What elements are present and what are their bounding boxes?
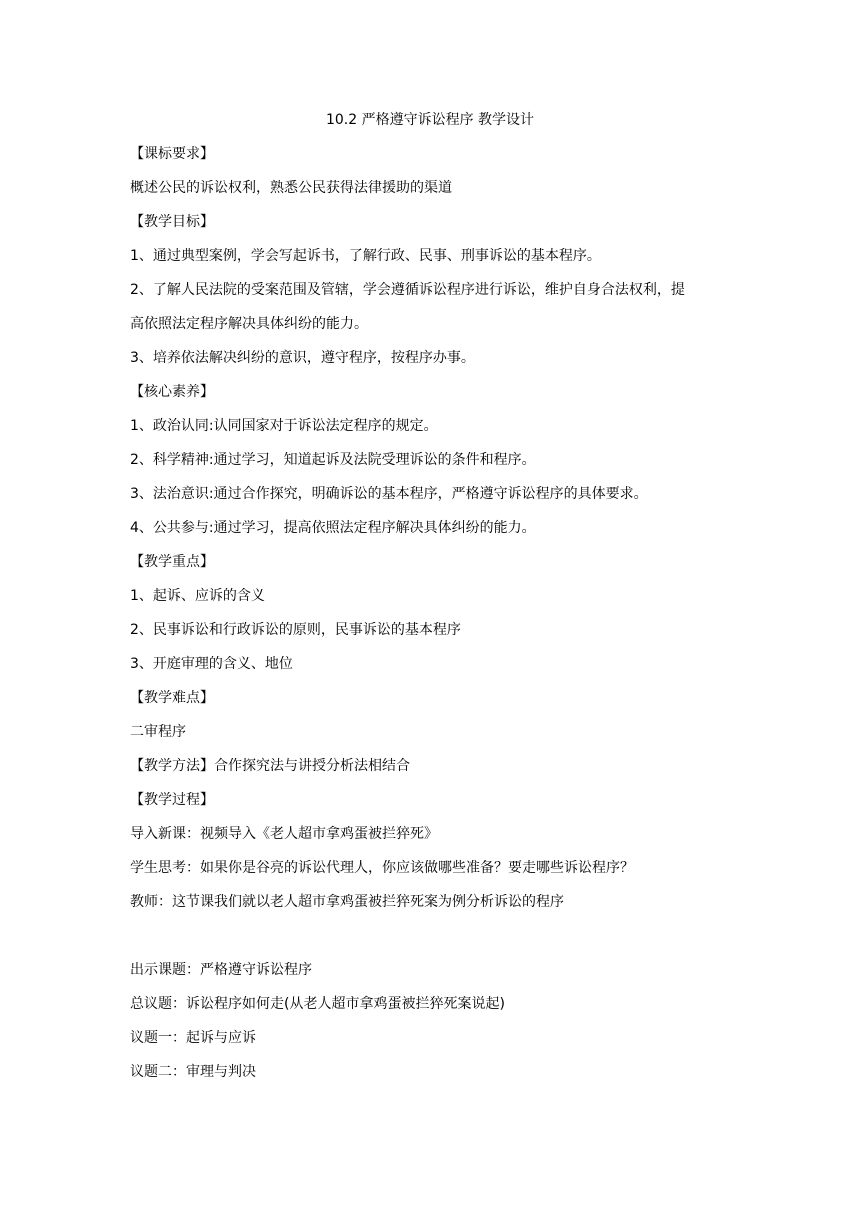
objective-item-1: 1、通过典型案例，学会写起诉书，了解行政、民事、刑事诉讼的基本程序。 bbox=[130, 248, 601, 264]
topic-title-line: 出示课题：严格遵守诉讼程序 bbox=[130, 962, 312, 978]
objective-item-2-line-1: 2、了解人民法院的受案范围及管辖，学会遵循诉讼程序进行诉讼，维护自身合法权利，提 bbox=[130, 282, 685, 298]
difficulty-text: 二审程序 bbox=[130, 724, 186, 740]
process-student-thinking-line: 学生思考：如果你是谷亮的诉讼代理人，你应该做哪些准备？要走哪些诉讼程序？ bbox=[130, 860, 634, 876]
objective-item-2-line-2: 高依照法定程序解决具体纠纷的能力。 bbox=[130, 316, 368, 332]
literacy-item-4: 4、公共参与:通过学习，提高依照法定程序解决具体纠纷的能力。 bbox=[130, 520, 536, 536]
key-point-item-3: 3、开庭审理的含义、地位 bbox=[130, 656, 293, 672]
document-title: 10.2 严格遵守诉讼程序 教学设计 bbox=[325, 112, 535, 128]
heading-teaching-key-points: 【教学重点】 bbox=[130, 554, 214, 570]
paragraph-curriculum-text: 概述公民的诉讼权利，熟悉公民获得法律援助的渠道 bbox=[130, 180, 452, 196]
objective-item-3: 3、培养依法解决纠纷的意识，遵守程序，按程序办事。 bbox=[130, 350, 475, 366]
heading-teaching-process: 【教学过程】 bbox=[130, 792, 214, 808]
blank-line bbox=[130, 926, 730, 960]
issue-one-line: 议题一：起诉与应诉 bbox=[130, 1030, 256, 1046]
key-point-item-1: 1、起诉、应诉的含义 bbox=[130, 588, 265, 604]
heading-teaching-difficulties: 【教学难点】 bbox=[130, 690, 214, 706]
main-issue-line: 总议题：诉讼程序如何走(从老人超市拿鸡蛋被拦猝死案说起) bbox=[130, 996, 505, 1012]
heading-teaching-objectives: 【教学目标】 bbox=[130, 214, 214, 230]
key-point-item-2: 2、民事诉讼和行政诉讼的原则，民事诉讼的基本程序 bbox=[130, 622, 461, 638]
heading-curriculum-requirements: 【课标要求】 bbox=[130, 146, 214, 162]
teaching-method-line: 【教学方法】合作探究法与讲授分析法相结合 bbox=[130, 758, 410, 774]
document-body bbox=[130, 110, 730, 1096]
literacy-item-2: 2、科学精神:通过学习，知道起诉及法院受理诉讼的条件和程序。 bbox=[130, 452, 536, 468]
heading-core-literacy: 【核心素养】 bbox=[130, 384, 214, 400]
process-intro-line: 导入新课：视频导入《老人超市拿鸡蛋被拦猝死》 bbox=[130, 826, 438, 842]
literacy-item-1: 1、政治认同:认同国家对于诉讼法定程序的规定。 bbox=[130, 418, 438, 434]
issue-two-line: 议题二：审理与判决 bbox=[130, 1064, 256, 1080]
process-teacher-line: 教师：这节课我们就以老人超市拿鸡蛋被拦猝死案为例分析诉讼的程序 bbox=[130, 894, 564, 910]
literacy-item-3: 3、法治意识:通过合作探究，明确诉讼的基本程序，严格遵守诉讼程序的具体要求。 bbox=[130, 486, 648, 502]
